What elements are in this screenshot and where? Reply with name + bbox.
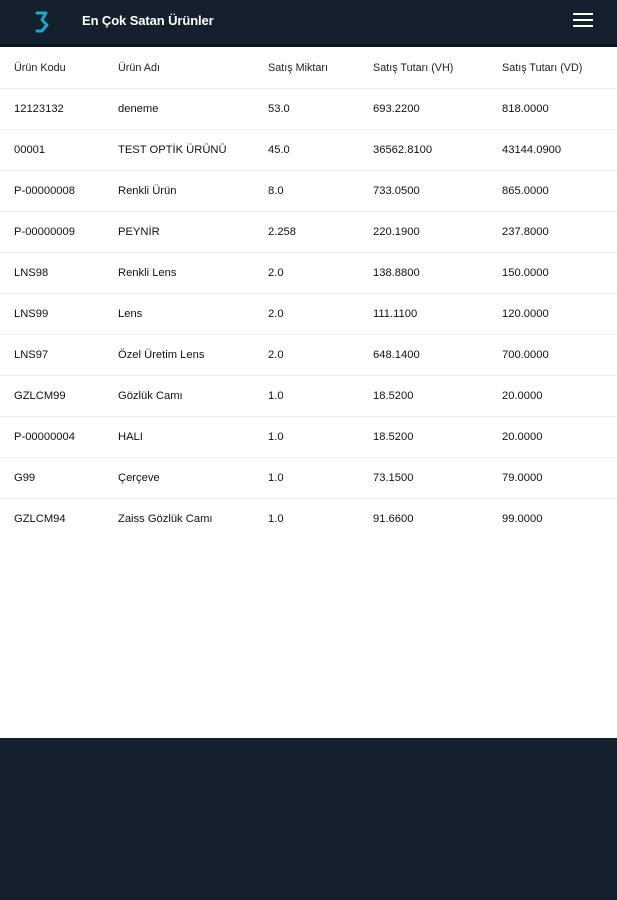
cell-satis-tutari-vh: 648.1400 — [373, 349, 420, 361]
cell-satis-tutari-vd: 120.0000 — [502, 308, 549, 320]
table-row[interactable] — [0, 335, 617, 376]
cell-urun-adi: HALI — [118, 431, 143, 443]
cell-urun-adi: Özel Üretim Lens — [118, 349, 205, 361]
cell-satis-miktari: 2.0 — [268, 349, 284, 361]
cell-satis-tutari-vh: 18.5200 — [373, 390, 414, 402]
cell-satis-tutari-vd: 865.0000 — [502, 185, 549, 197]
cell-urun-kodu: GZLCM94 — [14, 513, 66, 525]
app-bar — [0, 0, 617, 44]
table-row[interactable] — [0, 89, 617, 130]
table-row[interactable] — [0, 253, 617, 294]
cell-satis-miktari: 1.0 — [268, 431, 284, 443]
cell-urun-adi: PEYNİR — [118, 226, 160, 238]
products-table — [0, 47, 617, 738]
cell-satis-tutari-vd: 150.0000 — [502, 267, 549, 279]
cell-urun-adi: TEST OPTİK ÜRÜNÜ — [118, 144, 227, 156]
cell-urun-adi: Renkli Lens — [118, 267, 177, 279]
header-satis-miktari: Satış Miktarı — [268, 62, 328, 74]
cell-urun-kodu: P-00000004 — [14, 431, 75, 443]
table-row[interactable] — [0, 212, 617, 253]
cell-urun-kodu: 12123132 — [14, 103, 64, 115]
cell-satis-miktari: 2.258 — [268, 226, 296, 238]
cell-satis-tutari-vd: 237.8000 — [502, 226, 549, 238]
cell-urun-adi: Lens — [118, 308, 143, 320]
cell-satis-miktari: 1.0 — [268, 513, 284, 525]
cell-satis-tutari-vh: 138.8800 — [373, 267, 420, 279]
header-satis-tutari-vh: Satış Tutarı (VH) — [373, 62, 454, 74]
brand-logo-icon — [33, 10, 51, 34]
cell-satis-tutari-vh: 18.5200 — [373, 431, 414, 443]
table-row[interactable] — [0, 294, 617, 335]
cell-urun-adi: Gözlük Camı — [118, 390, 183, 402]
cell-urun-kodu: LNS99 — [14, 308, 49, 320]
cell-satis-miktari: 45.0 — [268, 144, 290, 156]
cell-urun-kodu: P-00000009 — [14, 226, 75, 238]
table-row[interactable] — [0, 417, 617, 458]
table-row[interactable] — [0, 458, 617, 499]
cell-urun-adi: Zaiss Gözlük Camı — [118, 513, 213, 525]
cell-satis-tutari-vd: 79.0000 — [502, 472, 543, 484]
cell-satis-tutari-vh: 91.6600 — [373, 513, 414, 525]
cell-satis-tutari-vh: 733.0500 — [373, 185, 420, 197]
cell-satis-miktari: 2.0 — [268, 267, 284, 279]
header-satis-tutari-vd: Satış Tutarı (VD) — [502, 62, 583, 74]
cell-satis-tutari-vd: 20.0000 — [502, 390, 543, 402]
cell-urun-kodu: LNS98 — [14, 267, 49, 279]
header-urun-kodu: Ürün Kodu — [14, 62, 66, 74]
cell-urun-adi: Renkli Ürün — [118, 185, 177, 197]
table-row[interactable] — [0, 499, 617, 540]
cell-satis-tutari-vh: 220.1900 — [373, 226, 420, 238]
cell-satis-tutari-vh: 36562.8100 — [373, 144, 433, 156]
cell-urun-kodu: LNS97 — [14, 349, 49, 361]
table-row[interactable] — [0, 171, 617, 212]
cell-satis-tutari-vd: 700.0000 — [502, 349, 549, 361]
cell-satis-tutari-vd: 20.0000 — [502, 431, 543, 443]
cell-satis-miktari: 53.0 — [268, 103, 290, 115]
cell-satis-tutari-vh: 73.1500 — [373, 472, 414, 484]
hamburger-menu-icon[interactable] — [573, 13, 593, 29]
header-urun-adi: Ürün Adı — [118, 62, 161, 74]
cell-urun-kodu: 00001 — [14, 144, 46, 156]
cell-satis-tutari-vh: 111.1100 — [373, 308, 418, 320]
cell-satis-miktari: 2.0 — [268, 308, 284, 320]
cell-satis-tutari-vd: 99.0000 — [502, 513, 543, 525]
cell-satis-tutari-vd: 818.0000 — [502, 103, 549, 115]
cell-satis-miktari: 1.0 — [268, 390, 284, 402]
cell-satis-tutari-vh: 693.2200 — [373, 103, 420, 115]
cell-urun-adi: deneme — [118, 103, 159, 115]
table-row[interactable] — [0, 130, 617, 171]
table-header-row — [0, 47, 617, 89]
cell-satis-tutari-vd: 43144.0900 — [502, 144, 562, 156]
cell-urun-kodu: G99 — [14, 472, 36, 484]
cell-urun-kodu: P-00000008 — [14, 185, 75, 197]
cell-urun-adi: Çerçeve — [118, 472, 160, 484]
page-title: En Çok Satan Ürünler — [82, 13, 214, 28]
cell-satis-miktari: 1.0 — [268, 472, 284, 484]
cell-satis-miktari: 8.0 — [268, 185, 284, 197]
cell-urun-kodu: GZLCM99 — [14, 390, 66, 402]
table-row[interactable] — [0, 376, 617, 417]
